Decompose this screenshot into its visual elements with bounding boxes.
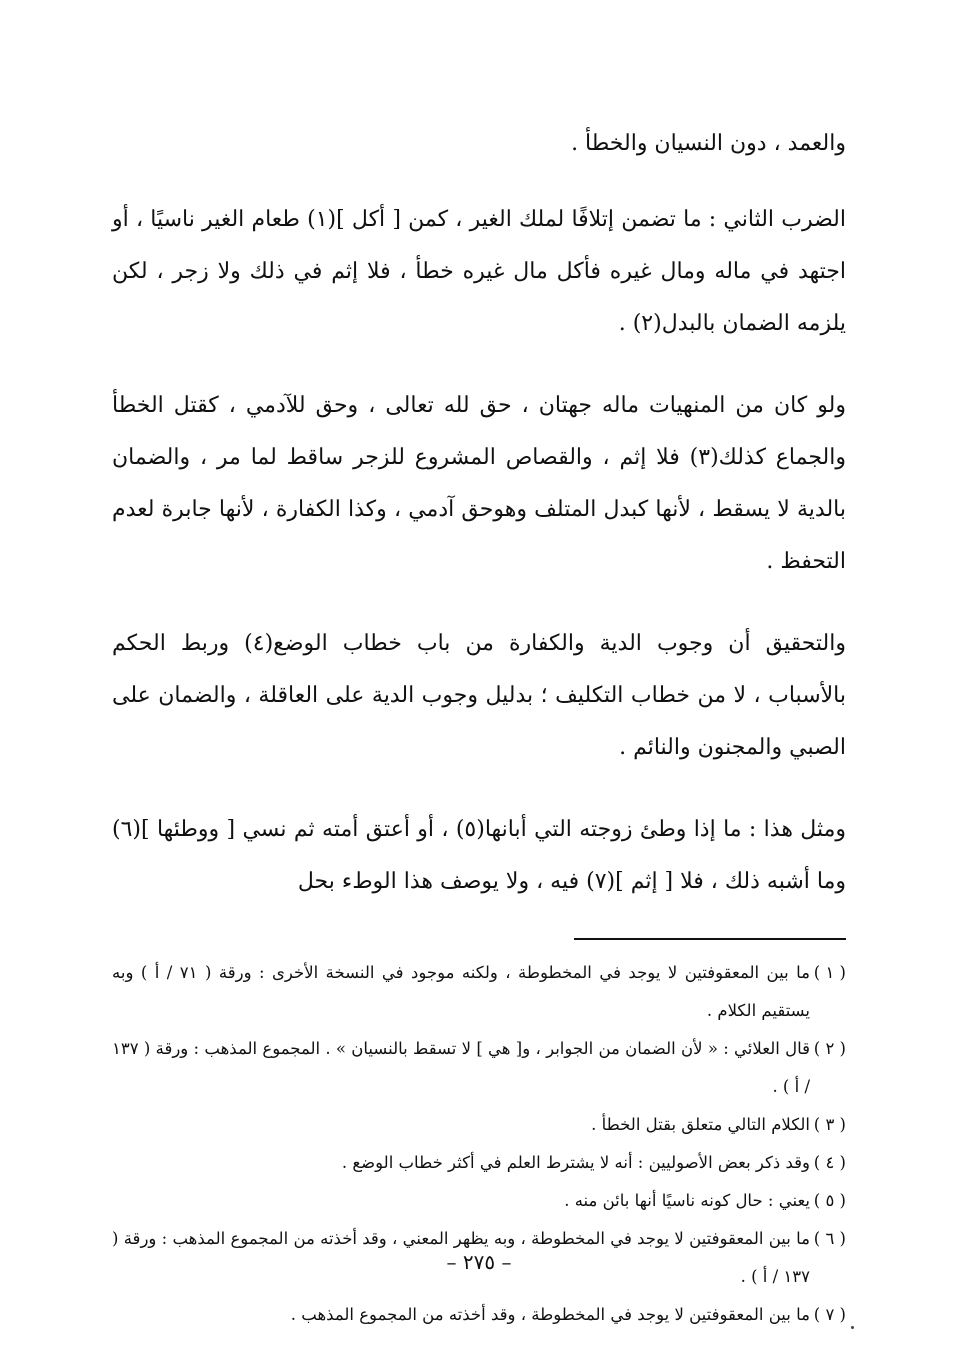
footnote-text: يعني : حال كونه ناسيًا أنها بائن منه . bbox=[564, 1191, 810, 1210]
footnote bbox=[112, 1106, 846, 1144]
paragraph: والعمد ، دون النسيان والخطأ . bbox=[571, 131, 846, 156]
footnote bbox=[112, 954, 846, 1030]
footnote-text: ما بين المعقوفتين لا يوجد في المخطوطة ، وبه يظهر المعني ، وقد أخذته من المجموع المذهب : ورقة ( ١٣٧ / أ ) . bbox=[112, 1229, 810, 1286]
footnote-number: ( ١ ) bbox=[813, 963, 846, 982]
paragraph: ومثل هذا : ما إذا وطئ زوجته التي أبانها(٥) ، أو أعتق أمته ثم نسي [ ووطئها ](٦) وما أشبه ذلك ، فلا [ إثم ](٧) فيه ، ولا يوصف هذا الوطء بحل bbox=[112, 817, 846, 894]
footnote bbox=[112, 1144, 846, 1182]
paragraph: والتحقيق أن وجوب الدية والكفارة من باب خطاب الوضع(٤) وربط الحكم بالأسباب ، لا من خطاب التكليف ؛ بدليل وجوب الدية على العاقلة ، والضمان على الصبي والمجنون والنائم . bbox=[112, 631, 846, 760]
footnote-text: الكلام التالي متعلق بقتل الخطأ . bbox=[591, 1115, 810, 1134]
page-content bbox=[112, 118, 846, 1334]
footnote-text: وقد ذكر بعض الأصوليين : أنه لا يشترط العلم في أكثر خطاب الوضع . bbox=[341, 1153, 810, 1172]
footnote-number: ( ٦ ) bbox=[813, 1229, 846, 1248]
page-number: – ٢٧٥ – bbox=[446, 1250, 512, 1274]
footnote-text: ما بين المعقوفتين لا يوجد في المخطوطة ، وقد أخذته من المجموع المذهب . bbox=[290, 1305, 810, 1324]
footnote bbox=[112, 1182, 846, 1220]
footnote-number: ( ٤ ) bbox=[813, 1153, 846, 1172]
footnote-number: ( ٣ ) bbox=[813, 1115, 846, 1134]
footnote-text: ما بين المعقوفتين لا يوجد في المخطوطة ، ولكنه موجود في النسخة الأخرى : ورقة ( ٧١ / أ ) وبه يستقيم الكلام . bbox=[112, 963, 811, 1020]
footnote-text: قال العلائي : « لأن الضمان من الجوابر ، و[ هي ] لا تسقط بالنسيان » . المجموع المذهب : ورقة ( ١٣٧ / أ ) . bbox=[112, 1039, 810, 1096]
footnote-number: ( ٢ ) bbox=[813, 1039, 846, 1058]
footnote-number: ( ٧ ) bbox=[813, 1305, 846, 1324]
paragraph: ولو كان من المنهيات ماله جهتان ، حق لله تعالى ، وحق للآدمي ، كقتل الخطأ والجماع كذلك(٣) فلا إثم ، والقصاص المشروع للزجر ساقط لما مر ، والضمان بالدية لا يسقط ، لأنها كبدل المتلف وهوحق آدمي ، وكذا الكفارة ، لأنها جابرة لعدم التحفظ . bbox=[112, 393, 846, 574]
main-text bbox=[112, 118, 846, 908]
footnote-number: ( ٥ ) bbox=[813, 1191, 846, 1210]
paragraph: الضرب الثاني : ما تضمن إتلافًا لملك الغير ، كمن [ أكل ](١) طعام الغير ناسيًا ، أو اجتهد في ماله ومال غيره فأكل مال غيره خطأ ، فلا إثم في ذلك ولا زجر ، لكن يلزمه الضمان بالبدل(٢) . bbox=[112, 207, 846, 336]
footnote-separator bbox=[574, 938, 846, 940]
scan-speck bbox=[851, 1326, 854, 1329]
footnotes bbox=[112, 954, 846, 1334]
footnote bbox=[112, 1296, 846, 1334]
footnote bbox=[112, 1030, 846, 1106]
